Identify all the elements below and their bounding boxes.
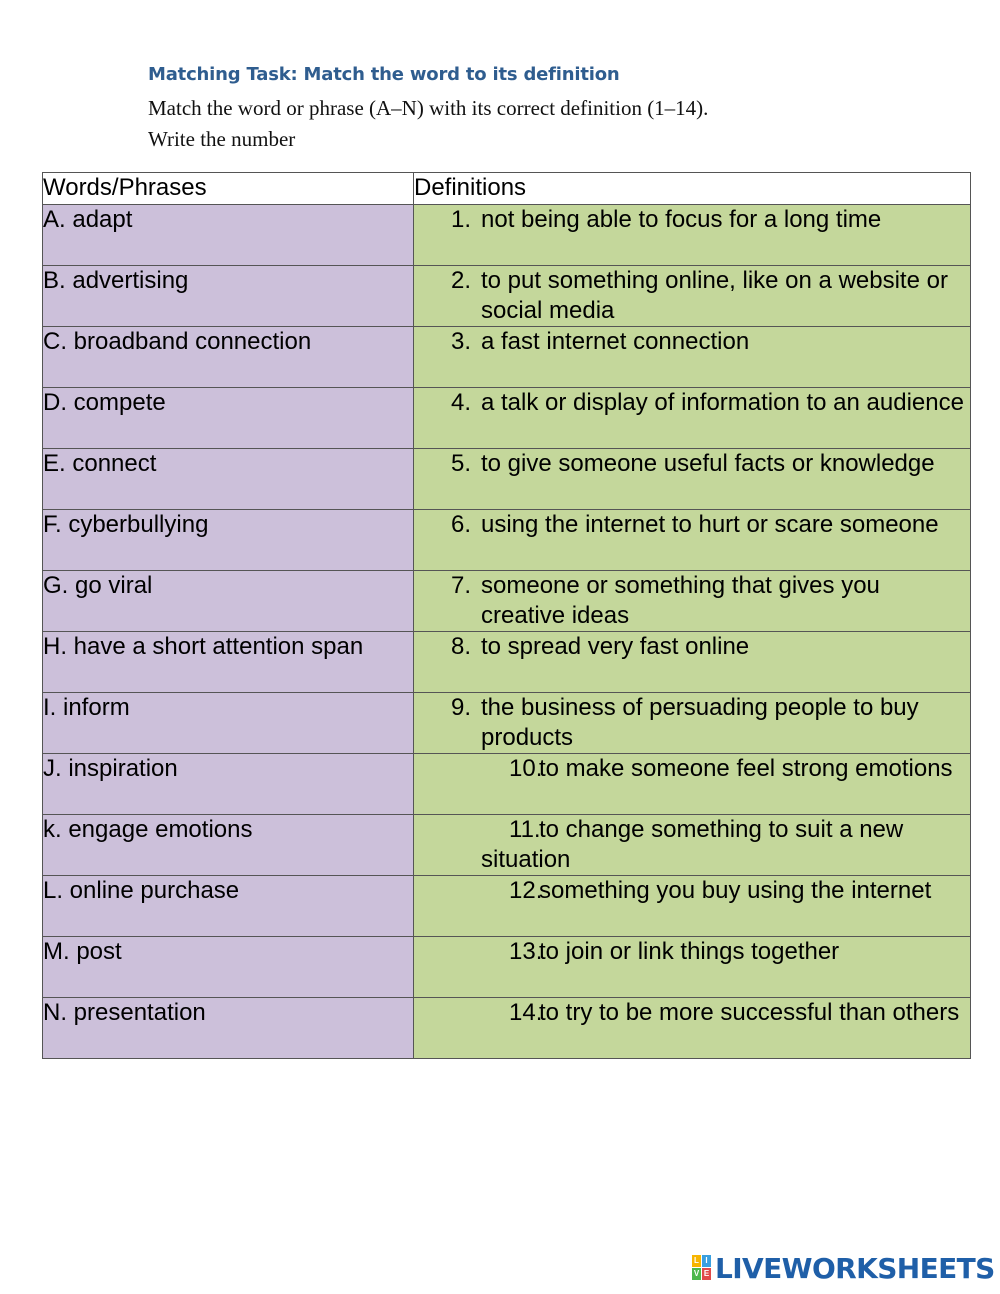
table-row bbox=[43, 937, 971, 998]
definition-number: 6. bbox=[451, 511, 472, 538]
definition-label: to put something online, like on a website or social media bbox=[481, 267, 948, 324]
table-row bbox=[43, 632, 971, 693]
definition-text bbox=[451, 205, 966, 235]
table-header-row bbox=[43, 173, 971, 205]
definition-number: 4. bbox=[451, 389, 472, 416]
definition-cell bbox=[414, 693, 971, 754]
definition-number: 13. bbox=[509, 938, 543, 965]
definition-number: 9. bbox=[451, 694, 472, 721]
definition-label: to give someone useful facts or knowledge bbox=[481, 450, 935, 477]
definition-cell bbox=[414, 205, 971, 266]
definition-text bbox=[481, 815, 966, 875]
definition-number: 8. bbox=[451, 633, 472, 660]
instruction-line-1: Match the word or phrase (A–N) with its correct definition (1–14). bbox=[148, 96, 709, 120]
definition-label: to try to be more successful than others bbox=[539, 999, 960, 1026]
definition-number: 1. bbox=[451, 206, 472, 233]
definition-label: the business of persuading people to buy products bbox=[481, 694, 919, 751]
table-row bbox=[43, 693, 971, 754]
definition-text bbox=[451, 510, 966, 540]
matching-table bbox=[42, 172, 971, 1059]
table-row bbox=[43, 510, 971, 571]
definition-cell bbox=[414, 510, 971, 571]
table-row bbox=[43, 754, 971, 815]
definition-number: 5. bbox=[451, 450, 472, 477]
definition-label: to join or link things together bbox=[539, 938, 840, 965]
definition-label: a talk or display of information to an audience bbox=[481, 389, 964, 416]
definition-text bbox=[451, 449, 966, 479]
word-cell: A. adapt bbox=[43, 205, 414, 266]
definition-label: to change something to suit a new situation bbox=[481, 816, 904, 873]
definition-label: to make someone feel strong emotions bbox=[539, 755, 953, 782]
definition-label: something you buy using the internet bbox=[539, 877, 932, 904]
definition-cell bbox=[414, 754, 971, 815]
table-row bbox=[43, 998, 971, 1059]
definition-number: 10. bbox=[509, 755, 543, 782]
definition-text bbox=[451, 632, 966, 662]
definition-cell bbox=[414, 571, 971, 632]
word-cell: k. engage emotions bbox=[43, 815, 414, 876]
definition-label: not being able to focus for a long time bbox=[481, 206, 882, 233]
table-row bbox=[43, 571, 971, 632]
word-cell: C. broadband connection bbox=[43, 327, 414, 388]
definition-cell bbox=[414, 327, 971, 388]
definition-text bbox=[451, 388, 966, 418]
definition-label: to spread very fast online bbox=[481, 633, 750, 660]
definition-text bbox=[481, 754, 966, 784]
definition-cell bbox=[414, 449, 971, 510]
definition-cell bbox=[414, 632, 971, 693]
definition-number: 2. bbox=[451, 267, 472, 294]
definition-text bbox=[481, 998, 966, 1028]
liveworksheets-logo-icon: L I V E bbox=[693, 1256, 710, 1278]
word-cell: F. cyberbullying bbox=[43, 510, 414, 571]
definition-label: a fast internet connection bbox=[481, 328, 750, 355]
definition-text bbox=[481, 937, 966, 967]
definition-label: using the internet to hurt or scare someone bbox=[481, 511, 939, 538]
definition-cell bbox=[414, 998, 971, 1059]
liveworksheets-logo bbox=[692, 1253, 995, 1283]
definition-number: 3. bbox=[451, 328, 472, 355]
definition-text bbox=[451, 266, 966, 326]
table-row bbox=[43, 205, 971, 266]
column-header-words: Words/Phrases bbox=[43, 173, 414, 205]
word-cell: L. online purchase bbox=[43, 876, 414, 937]
definition-number: 12. bbox=[509, 877, 543, 904]
definition-cell bbox=[414, 388, 971, 449]
table-row bbox=[43, 449, 971, 510]
definition-text bbox=[451, 693, 966, 753]
instruction-line-2: Write the number bbox=[148, 127, 296, 151]
worksheet-title: Matching Task: Match the word to its definition bbox=[148, 64, 620, 85]
definition-cell bbox=[414, 266, 971, 327]
table-row bbox=[43, 266, 971, 327]
word-cell: N. presentation bbox=[43, 998, 414, 1059]
definition-text bbox=[451, 571, 966, 631]
definition-number: 11. bbox=[509, 816, 541, 843]
logo-text: LIVEWORKSHEETS bbox=[715, 1251, 995, 1285]
definition-cell bbox=[414, 876, 971, 937]
word-cell: M. post bbox=[43, 937, 414, 998]
word-cell: J. inspiration bbox=[43, 754, 414, 815]
word-cell: H. have a short attention span bbox=[43, 632, 414, 693]
definition-cell bbox=[414, 937, 971, 998]
definition-text bbox=[451, 327, 966, 357]
word-cell: D. compete bbox=[43, 388, 414, 449]
table-row bbox=[43, 815, 971, 876]
definition-number: 7. bbox=[451, 572, 472, 599]
word-cell: E. connect bbox=[43, 449, 414, 510]
table-row bbox=[43, 327, 971, 388]
definition-number: 14. bbox=[509, 999, 543, 1026]
word-cell: I. inform bbox=[43, 693, 414, 754]
column-header-definitions: Definitions bbox=[414, 173, 971, 205]
definition-cell bbox=[414, 815, 971, 876]
word-cell: G. go viral bbox=[43, 571, 414, 632]
definition-label: someone or something that gives you creative ideas bbox=[481, 572, 880, 629]
definition-text bbox=[481, 876, 966, 906]
table-row bbox=[43, 876, 971, 937]
table-row bbox=[43, 388, 971, 449]
word-cell: B. advertising bbox=[43, 266, 414, 327]
